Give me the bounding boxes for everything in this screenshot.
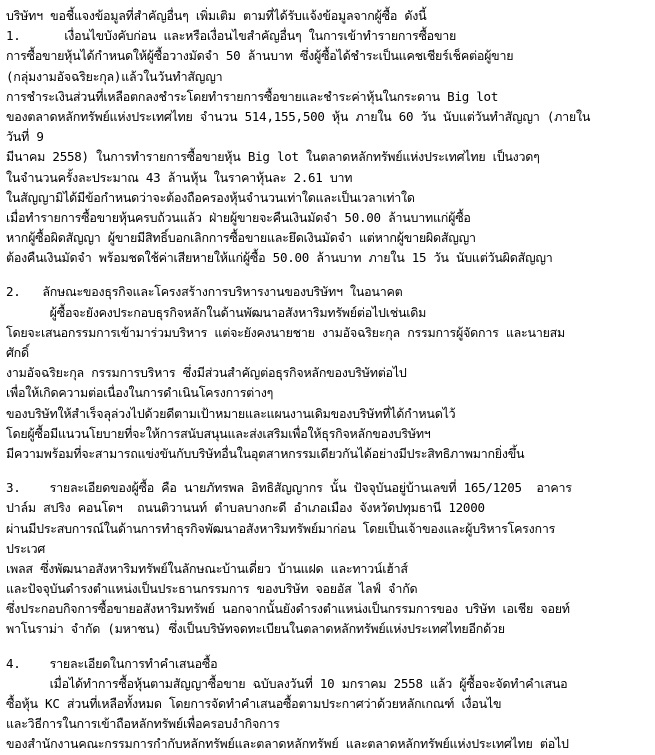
document-line: 2. ลักษณะของธุรกิจและโครงสร้างการบริหารงานของบริษัทฯ ในอนาคต (6, 284, 403, 300)
document-line: 4. รายละเอียดในการทำคำเสนอซื้อ (6, 655, 218, 671)
document-line: และวิธีการในการเข้าถือหลักทรัพย์เพื่อครอบงำกิจการ (6, 716, 280, 732)
document-line: เมื่อทำรายการซื้อขายหุ้นครบถ้วนแล้ว ฝ่ายผู้ขายจะคืนเงินมัดจำ 50.00 ล้านบาทแก่ผู้ซื้อ (6, 209, 471, 225)
document-line: เพื่อให้เกิดความต่อเนื่องในการดำเนินโครงการต่างๆ (6, 385, 274, 401)
document-line: ในสัญญามิได้มีข้อกำหนดว่าจะต้องถือครองหุ้นจำนวนเท่าใดและเป็นเวลาเท่าใด (6, 189, 415, 205)
document-line: เมื่อได้ทำการซื้อหุ้นตามสัญญาซื้อขาย ฉบับลงวันที่ 10 มกราคม 2558 แล้ว ผู้ซื้อจะจัดทำคำเสนอ (6, 675, 568, 691)
document-line: ซื้อหุ้น KC ส่วนที่เหลือทั้งหมด โดยการจัดทำคำเสนอซื้อตามประกาศว่าด้วยหลักเกณฑ์ เงื่อนไข (6, 696, 502, 711)
paragraph-gap (6, 640, 651, 654)
document-line: 3. รายละเอียดของผู้ซื้อ คือ นายภัทรพล อิทธิสัญญากร นั้น ปัจจุบันอยู่บ้านเลขที่ 165/1205 อาคาร (6, 480, 572, 496)
document-line: ของตลาดหลักทรัพย์แห่งประเทศไทย จำนวน 514,155,500 หุ้น ภายใน 60 วัน นับแต่วันทำสัญญา (ภายใน (6, 108, 591, 124)
document-line: ของสำนักงานคณะกรรมการกำกับหลักทรัพย์และตลาดหลักทรัพย์ และตลาดหลักทรัพย์แห่งประเทศไทย ต่อไป (6, 736, 569, 752)
document-line: ประเวศ (6, 540, 46, 556)
document-line: โดยผู้ซื้อมีแนวนโยบายที่จะให้การสนับสนุนและส่งเสริมเพื่อให้ธุรกิจหลักของบริษัทฯ (6, 425, 431, 441)
document-body (6, 6, 651, 755)
document-line: ผู้ซื้อจะยังคงประกอบธุรกิจหลักในด้านพัฒนาอสังหาริมทรัพย์ต่อไปเช่นเดิม (6, 304, 427, 320)
document-line: หากผู้ซื้อผิดสัญญา ผู้ขายมีสิทธิ์บอกเลิกการซื้อขายและยึดเงินมัดจำ แต่หากผู้ขายผิดสัญญา (6, 230, 476, 246)
document-line: บริษัทฯ ขอชี้แจงข้อมูลที่สำคัญอื่นๆ เพิ่มเติม ตามที่ได้รับแจ้งข้อมูลจากผู้ซื้อ ดังนี้ (6, 8, 427, 23)
document-line: (กลุ่มงามอัจฉริยะกุล)แล้วในวันทำสัญญา (6, 68, 223, 84)
document-line: ศักดิ์ (6, 345, 29, 360)
document-line: ซึ่งประกอบกิจการซื้อขายอสังหาริมทรัพย์ นอกจากนั้นยังดำรงตำแหน่งเป็นกรรมการของ บริษัท เอเชีย จอยท์ (6, 601, 570, 617)
document-line: มีความพร้อมที่จะสามารถแข่งขันกับบริษัทอื่นในอุตสาหกรรมเดียวกันได้อย่างมีประสิทธิภาพมากยิ่งขึ้น (6, 445, 525, 461)
document-line: วันที่ 9 (6, 129, 44, 145)
document-line: 1. เงื่อนไขบังคับก่อน และหรือเงื่อนไขสำคัญอื่นๆ ในการเข้าทำรายการซื้อขาย (6, 28, 457, 44)
document-line: ของบริษัทให้สำเร็จลุล่วงไปด้วยดีตามเป้าหมายและแผนงานเดิมของบริษัทที่ได้กำหนดไว้ (6, 405, 456, 421)
document-line: ปาล์ม สปริง คอนโดฯ ถนนติวานนท์ ตำบลบางกะดี อำเภอเมือง จังหวัดปทุมธานี 12000 (6, 500, 485, 516)
paragraph-gap (6, 464, 651, 478)
document-line: และปัจจุบันดำรงตำแหน่งเป็นประธานกรรมการ ของบริษัท จอยอัส ไลฟ์ จำกัด (6, 581, 418, 597)
document-line: ต้องคืนเงินมัดจำ พร้อมชดใช้ค่าเสียหายให้แก่ผู้ซื้อ 50.00 ล้านบาท ภายใน 15 วัน นับแต่วันผิดสัญญา (6, 250, 553, 266)
document-line: พาโนราม่า จำกัด (มหาชน) ซึ่งเป็นบริษัทจดทะเบียนในตลาดหลักทรัพย์แห่งประเทศไทยอีกด้วย (6, 621, 505, 637)
document-line: งามอัจฉริยะกุล กรรมการบริหาร ซึ่งมีส่วนสำคัญต่อธุรกิจหลักของบริษัทต่อไป (6, 365, 407, 381)
paragraph-gap (6, 268, 651, 282)
document-line: การชำระเงินส่วนที่เหลือตกลงชำระโดยทำรายการซื้อขายและชำระค่าหุ้นในกระดาน Big lot (6, 88, 499, 104)
document-line: เพลส ซึ่งพัฒนาอสังหาริมทรัพย์ในลักษณะบ้านเดี่ยว บ้านแฝด และทาวน์เฮ้าส์ (6, 560, 408, 576)
document-line: โดยจะเสนอกรรมการเข้ามาร่วมบริหาร แต่จะยังคงนายชาย งามอัจฉริยะกุล กรรมการผู้จัดการ และนายสม (6, 324, 566, 340)
document-line: การซื้อขายหุ้นได้กำหนดให้ผู้ซื้อวางมัดจำ 50 ล้านบาท ซึ่งผู้ซื้อได้ชำระเป็นแคชเชียร์เช็คต่อผู้ขาย (6, 48, 514, 64)
document-line: ในจำนวนครั้งละประมาณ 43 ล้านหุ้น ในราคาหุ้นละ 2.61 บาท (6, 169, 353, 185)
document-line: ผ่านมีประสบการณ์ในด้านการทำธุรกิจพัฒนาอสังหาริมทรัพย์มาก่อน โดยเป็นเจ้าของและผู้บริหารโครงการ (6, 520, 556, 536)
document-line: มีนาคม 2558) ในการทำรายการซื้อขายหุ้น Big lot ในตลาดหลักทรัพย์แห่งประเทศไทย เป็นงวดๆ (6, 149, 540, 165)
